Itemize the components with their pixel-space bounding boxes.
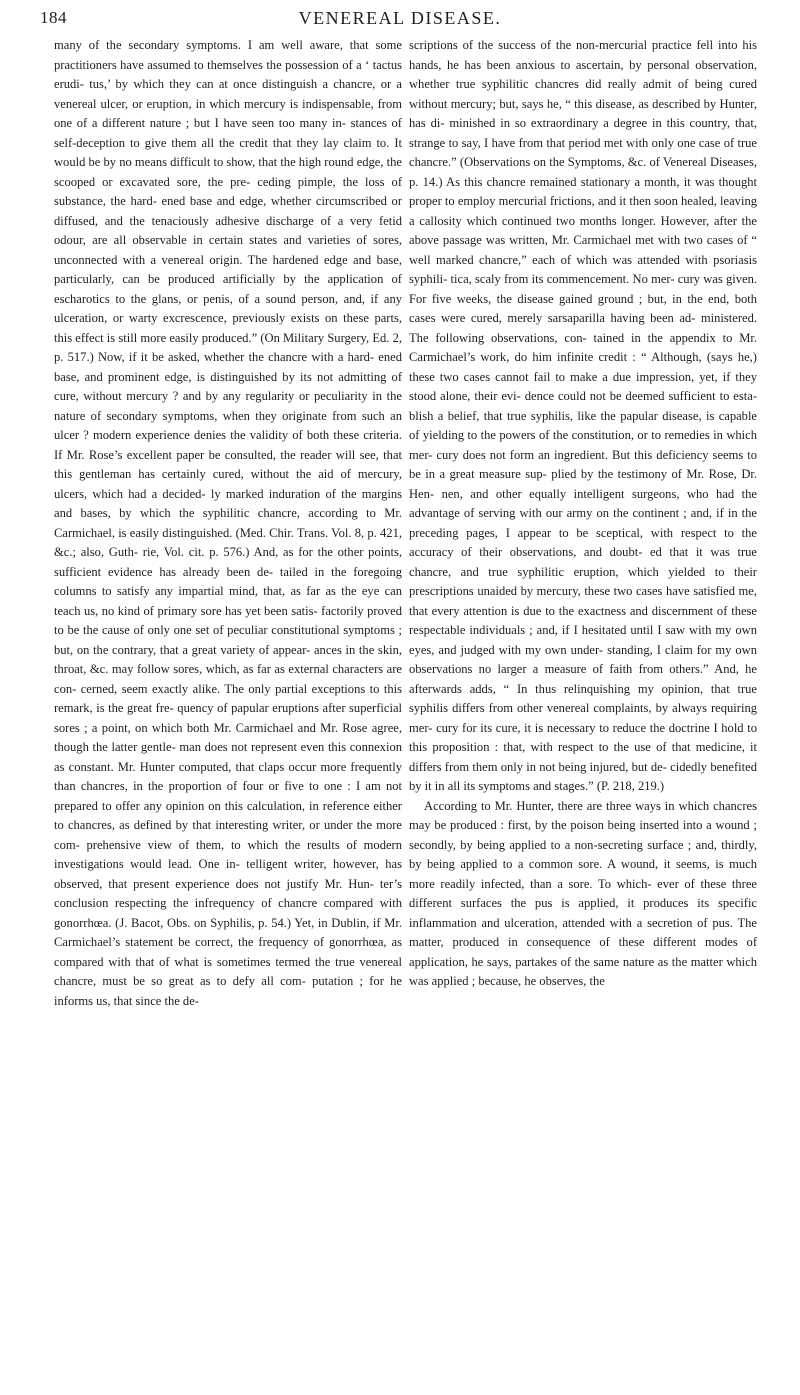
paragraph: many of the secondary symptoms. I am well aware, that some practitioners have assumed to themselves the possession of a ‘ tactus erudi- tus,’ by which they can at once distinguish a chancre, or a venereal ulcer, or eruption, in which mercury is indispensable, from one of a different nature ; but I have seen too many in- stances of self-deception to give them all the credit that they lay claim to. It would be by no means difficult to show, that the high round edge, the scooped or excavated sore, the pre- ceding pimple, the loss of substance, the hard- ened base and edge, whether circumscribed or diffused, and the tenaciously adhesive discharge of a very fetid odour, are all observable in certain states and varieties of sores, unconnected with a venereal origin. The hardened edge and base, particularly, can be produced artificially by the application of escharotics to the glans, or penis, of a sound person, and, if any ulceration, or warty excrescence, previously exists on these parts, this effect is still more easily produced.” (On Military Surgery, Ed. 2, p. 517.) Now, if it be asked, whether the chancre with a hard- ened base, and prominent edge, is distinguished by its not admitting of cure, without mercury ? and by any regularity or peculiarity in the nature of secondary symptoms, when they originate from such an ulcer ? modern experience denies the validity of both these criteria. If Mr. Rose’s excellent paper be consulted, the reader will see, that this gentleman has certainly cured, without the aid of mercury, ulcers, which had a decided- ly marked induration of the margins and bases, by which the syphilitic chancre, according to Mr. Carmichael, is easily distinguished. (Med. Chir. Trans. Vol. 8, p. 421, &c.; also, Guth- rie, Vol. cit. p. 576.) And, as for the other points, sufficient evidence has already been de- tailed in the foregoing columns to satisfy any impartial mind, that, as far as the eye can teach us, no kind of primary sore has yet been satis- factorily proved to be the cause of only one set of peculiar constitutional symptoms ; but, on the contrary, that a great variety of appear- ances in the skin, throat, &c. may follow sores, which, as far as external characters are con- cerned, seem exactly alike. The only partial exceptions to this remark, is the great fre- quency of papular eruptions after superficial sores ; a point, on which both Mr. Carmichael and Mr. Rose agree, though the latter gentle- man does not represent even this connexion as constant. Mr. Hunter computed, that claps occur more frequently than chancres, in the proportion of four or five to one : I am not prepared to offer any opinion on this calculation, in reference either to chancres, as defined by that interesting writer, or under the more com- prehensive view of them, to which the results of modern investigations would lead. One in- telligent writer, however, has observed, that present experience does not justify Mr. Hun- ter’s conclusion respecting the infrequency of chancre compared with gonorrhœa. (J. Bacot, Obs. on Syphilis, p. 54.) Yet, in Dublin, if Mr. Carmichael’s statement be correct, the frequency of gonorrhœa, as compared with that of what is sometimes termed the true venereal chancre, must be so great as to defy all com- putation ; for he informs us, that since the de- — [54, 38, 402, 1008]
paragraph: According to Mr. Hunter, there are three ways in which chancres may be produced : first, by the poison being inserted into a wound ; secondly, by being applied to a non-secreting surface ; and, thirdly, by being applied to a common sore. A wound, it seems, is much more readily infected, than a sore. To which- ever of these three different surfaces the pus is applied, it produces its specific inflammation and ulceration, attended with a secretion of pus. The matter, produced in consequence of these different modes of application, he says, partakes of the same nature as the matter which was applied ; because, he observes, the — [409, 798, 757, 988]
left-column — [54, 36, 402, 1011]
page-header — [0, 4, 800, 32]
running-head: VENEREAL DISEASE. — [298, 8, 502, 28]
page-number: 184 — [40, 8, 67, 27]
paragraph: scriptions of the success of the non-mercurial practice fell into his hands, he has been anxious to ascertain, by personal observation, whether true syphilitic chancres did really admit of being cured without mercury; but, says he, “ this disease, as described by Hunter, has di- minished in so extraordinary a degree in this country, that, strange to say, I have from that period met with only one case of true chancre.” (Observations on the Symptoms, &c. of Venereal Diseases, p. 14.) As this chancre remained stationary a month, it was thought proper to employ mercurial frictions, and it then soon healed, leaving a callosity which continued two months longer. However, after the above passage was written, Mr. Carmichael met with two cases of “ well marked chancre,” each of which was attended with psoriasis syphili- tica, scaly from its commencement. No mer- cury was given. For five weeks, the disease gained ground ; but, in the end, both cases were cured, merely sarsaparilla having been ad- ministered. The following observations, con- tained in the appendix to Mr. Carmichael’s work, do him infinite credit : “ Although, (says he,) these two cases cannot fail to make a due impression, yet, if they stood alone, their evi- dence could not be deemed sufficient to esta- blish a belief, that true syphilis, like the papular disease, is capable of yielding to the powers of the constitution, or to remedies in which mer- cury does not form an ingredient. But this deficiency seems to be in a great measure sup- plied by the testimony of Mr. Rose, Dr. Hen- nen, and other equally intelligent surgeons, who had the advantage of serving with our army on the continent ; and, if in the preceding pages, I appear to be sceptical, with respect to the accuracy of their observations, and doubt- ed that it was true chancre, and true syphilitic eruption, which yielded to their prescriptions unaided by mercury, these two cases have satisfied me, that every attention is due to the exactness and discernment of these respectable individuals ; and, if I hesitated until I saw with my own eyes, and judged with my own under- standing, I claim for my own observations no larger a measure of faith from others.” And, he afterwards adds, “ In thus relinquishing my opinion, that true syphilis differs from other venereal complaints, by always requiring mer- cury for its cure, it is necessary to reduce the doctrine I hold to this proposition : that, with respect to the use of that medicine, it differs from them only in not being injured, but de- cidedly benefited by it in all its symptoms and stages.” (P. 218, 219.) — [409, 38, 757, 793]
right-column — [409, 36, 757, 992]
